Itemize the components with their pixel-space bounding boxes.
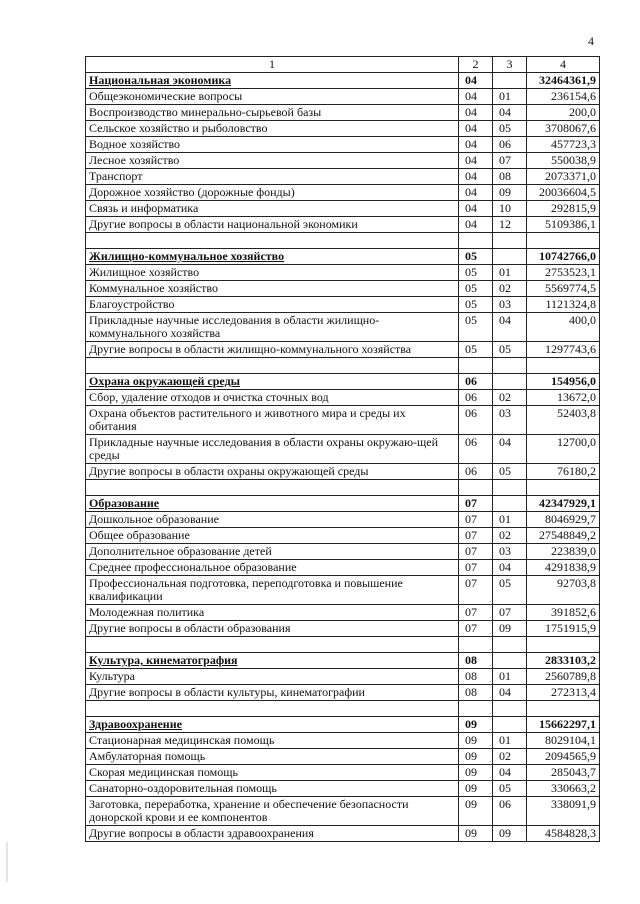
row-amount: 1751915,9 (527, 621, 600, 637)
empty-cell (527, 637, 600, 653)
row-name: Амбулаторная помощь (86, 749, 459, 765)
empty-cell (493, 358, 527, 374)
table-row (86, 749, 600, 765)
spacer-row (86, 701, 600, 717)
row-name: Профессиональная подготовка, переподготовка и повышение квалификации (86, 576, 459, 605)
row-section-code: 09 (459, 781, 493, 797)
section-row (86, 249, 600, 265)
row-subsection-code: 07 (493, 605, 527, 621)
row-name: Дошкольное образование (86, 512, 459, 528)
row-amount: 4291838,9 (527, 560, 600, 576)
row-amount: 400,0 (527, 313, 600, 342)
empty-cell (493, 701, 527, 717)
row-subsection-code: 04 (493, 685, 527, 701)
table-row (86, 217, 600, 233)
row-amount: 457723,3 (527, 137, 600, 153)
row-subsection-code: 07 (493, 153, 527, 169)
row-subsection-code: 04 (493, 560, 527, 576)
row-subsection-code: 09 (493, 185, 527, 201)
empty-cell (459, 480, 493, 496)
empty-cell (493, 480, 527, 496)
row-amount: 223839,0 (527, 544, 600, 560)
row-subsection-code: 05 (493, 121, 527, 137)
row-subsection-code: 01 (493, 669, 527, 685)
row-subsection-code: 01 (493, 512, 527, 528)
row-amount: 292815,9 (527, 201, 600, 217)
table-row (86, 201, 600, 217)
row-name: Другие вопросы в области культуры, кинематографии (86, 685, 459, 701)
row-amount: 391852,6 (527, 605, 600, 621)
row-section-code: 05 (459, 342, 493, 358)
table-row (86, 137, 600, 153)
section-code: 09 (459, 717, 493, 733)
row-amount: 272313,4 (527, 685, 600, 701)
row-subsection-code: 01 (493, 89, 527, 105)
table-row (86, 781, 600, 797)
row-name: Стационарная медицинская помощь (86, 733, 459, 749)
table-row (86, 464, 600, 480)
row-section-code: 05 (459, 265, 493, 281)
row-section-code: 06 (459, 390, 493, 406)
table-row (86, 169, 600, 185)
empty-cell (459, 637, 493, 653)
row-amount: 1297743,6 (527, 342, 600, 358)
row-name: Прикладные научные исследования в области жилищно-коммунального хозяйства (86, 313, 459, 342)
empty-cell (527, 358, 600, 374)
row-section-code: 07 (459, 621, 493, 637)
spacer-row (86, 637, 600, 653)
row-amount: 27548849,2 (527, 528, 600, 544)
row-name: Лесное хозяйство (86, 153, 459, 169)
table-row (86, 105, 600, 121)
table-row (86, 435, 600, 464)
row-name: Сбор, удаление отходов и очистка сточных вод (86, 390, 459, 406)
row-name: Транспорт (86, 169, 459, 185)
row-amount: 4584828,3 (527, 826, 600, 842)
table-row (86, 281, 600, 297)
row-subsection-code: 02 (493, 281, 527, 297)
empty-cell (459, 358, 493, 374)
row-amount: 200,0 (527, 105, 600, 121)
row-subsection-code: 02 (493, 749, 527, 765)
row-name: Другие вопросы в области охраны окружающей среды (86, 464, 459, 480)
row-amount: 330663,2 (527, 781, 600, 797)
row-subsection-code: 10 (493, 201, 527, 217)
row-subsection-code: 02 (493, 528, 527, 544)
table-row (86, 313, 600, 342)
row-name: Жилищное хозяйство (86, 265, 459, 281)
row-subsection-code: 05 (493, 464, 527, 480)
row-section-code: 09 (459, 797, 493, 826)
column-header-name: 1 (86, 57, 459, 73)
empty-cell (493, 496, 527, 512)
page-number: 4 (588, 34, 594, 48)
row-section-code: 04 (459, 153, 493, 169)
section-amount: 10742766,0 (527, 249, 600, 265)
row-section-code: 06 (459, 464, 493, 480)
row-section-code: 08 (459, 685, 493, 701)
row-subsection-code: 04 (493, 765, 527, 781)
table-row (86, 89, 600, 105)
row-subsection-code: 03 (493, 544, 527, 560)
row-section-code: 04 (459, 169, 493, 185)
row-amount: 285043,7 (527, 765, 600, 781)
section-code: 08 (459, 653, 493, 669)
section-row (86, 73, 600, 89)
section-code: 05 (459, 249, 493, 265)
row-section-code: 09 (459, 749, 493, 765)
row-amount: 5109386,1 (527, 217, 600, 233)
table-row (86, 733, 600, 749)
row-amount: 3708067,6 (527, 121, 600, 137)
empty-cell (527, 480, 600, 496)
empty-cell (493, 653, 527, 669)
section-row (86, 496, 600, 512)
row-subsection-code: 01 (493, 265, 527, 281)
row-name: Скорая медицинская помощь (86, 765, 459, 781)
column-header-amount: 4 (527, 57, 600, 73)
section-name: Здравоохранение (86, 717, 459, 733)
section-amount: 2833103,2 (527, 653, 600, 669)
row-name: Водное хозяйство (86, 137, 459, 153)
section-amount: 32464361,9 (527, 73, 600, 89)
spacer-row (86, 233, 600, 249)
row-name: Заготовка, переработка, хранение и обеспечение безопасности донорской крови и ее компонентов (86, 797, 459, 826)
empty-cell (527, 701, 600, 717)
row-name: Прикладные научные исследования в области охраны окружаю-щей среды (86, 435, 459, 464)
row-section-code: 04 (459, 217, 493, 233)
row-section-code: 07 (459, 576, 493, 605)
empty-cell (459, 701, 493, 717)
row-amount: 5569774,5 (527, 281, 600, 297)
empty-cell (459, 233, 493, 249)
row-subsection-code: 05 (493, 576, 527, 605)
row-subsection-code: 03 (493, 406, 527, 435)
table-row (86, 342, 600, 358)
row-subsection-code: 08 (493, 169, 527, 185)
empty-cell (493, 73, 527, 89)
spacer-row (86, 480, 600, 496)
row-name: Благоустройство (86, 297, 459, 313)
row-amount: 20036604,5 (527, 185, 600, 201)
row-name: Общеэкономические вопросы (86, 89, 459, 105)
row-amount: 2073371,0 (527, 169, 600, 185)
row-section-code: 07 (459, 605, 493, 621)
row-amount: 52403,8 (527, 406, 600, 435)
section-code: 06 (459, 374, 493, 390)
row-section-code: 05 (459, 313, 493, 342)
row-section-code: 07 (459, 560, 493, 576)
row-amount: 12700,0 (527, 435, 600, 464)
row-section-code: 04 (459, 121, 493, 137)
row-name: Дорожное хозяйство (дорожные фонды) (86, 185, 459, 201)
row-name: Охрана объектов растительного и животного мира и среды их обитания (86, 406, 459, 435)
row-subsection-code: 04 (493, 105, 527, 121)
table-row (86, 121, 600, 137)
table-row (86, 153, 600, 169)
row-name: Молодежная политика (86, 605, 459, 621)
table-row (86, 390, 600, 406)
section-name: Охрана окружающей среды (86, 374, 459, 390)
row-section-code: 08 (459, 669, 493, 685)
section-row (86, 374, 600, 390)
header-row (86, 57, 600, 73)
table-row (86, 528, 600, 544)
section-code: 07 (459, 496, 493, 512)
column-header-subsection: 3 (493, 57, 527, 73)
empty-cell (493, 637, 527, 653)
row-section-code: 04 (459, 137, 493, 153)
row-subsection-code: 05 (493, 342, 527, 358)
row-amount: 2560789,8 (527, 669, 600, 685)
row-name: Связь и информатика (86, 201, 459, 217)
row-subsection-code: 06 (493, 797, 527, 826)
row-section-code: 06 (459, 435, 493, 464)
table-row (86, 185, 600, 201)
row-subsection-code: 05 (493, 781, 527, 797)
section-name: Образование (86, 496, 459, 512)
row-amount: 338091,9 (527, 797, 600, 826)
table-row (86, 826, 600, 842)
row-subsection-code: 04 (493, 313, 527, 342)
row-amount: 13672,0 (527, 390, 600, 406)
row-section-code: 05 (459, 297, 493, 313)
table-row (86, 669, 600, 685)
row-subsection-code: 06 (493, 137, 527, 153)
row-section-code: 04 (459, 105, 493, 121)
row-amount: 76180,2 (527, 464, 600, 480)
row-section-code: 04 (459, 89, 493, 105)
row-name: Дополнительное образование детей (86, 544, 459, 560)
empty-cell (86, 233, 459, 249)
empty-cell (493, 233, 527, 249)
row-section-code: 07 (459, 528, 493, 544)
section-amount: 42347929,1 (527, 496, 600, 512)
row-name: Сельское хозяйство и рыболовство (86, 121, 459, 137)
table-row (86, 406, 600, 435)
section-row (86, 717, 600, 733)
row-name: Коммунальное хозяйство (86, 281, 459, 297)
row-name: Санаторно-оздоровительная помощь (86, 781, 459, 797)
row-name: Другие вопросы в области жилищно-коммунального хозяйства (86, 342, 459, 358)
budget-table (85, 56, 600, 842)
table-row (86, 685, 600, 701)
row-amount: 550038,9 (527, 153, 600, 169)
row-amount: 2094565,9 (527, 749, 600, 765)
row-subsection-code: 09 (493, 621, 527, 637)
row-section-code: 06 (459, 406, 493, 435)
row-section-code: 04 (459, 201, 493, 217)
empty-cell (527, 233, 600, 249)
section-amount: 154956,0 (527, 374, 600, 390)
empty-cell (86, 637, 459, 653)
row-amount: 92703,8 (527, 576, 600, 605)
row-section-code: 09 (459, 765, 493, 781)
empty-cell (493, 249, 527, 265)
row-subsection-code: 12 (493, 217, 527, 233)
row-amount: 8046929,7 (527, 512, 600, 528)
empty-cell (493, 374, 527, 390)
row-amount: 236154,6 (527, 89, 600, 105)
empty-cell (493, 717, 527, 733)
row-name: Другие вопросы в области здравоохранения (86, 826, 459, 842)
table-row (86, 560, 600, 576)
row-amount: 2753523,1 (527, 265, 600, 281)
row-section-code: 07 (459, 512, 493, 528)
row-subsection-code: 01 (493, 733, 527, 749)
row-name: Другие вопросы в области национальной экономики (86, 217, 459, 233)
section-name: Национальная экономика (86, 73, 459, 89)
section-name: Жилищно-коммунальное хозяйство (86, 249, 459, 265)
section-code: 04 (459, 73, 493, 89)
column-header-section: 2 (459, 57, 493, 73)
empty-cell (86, 701, 459, 717)
spacer-row (86, 358, 600, 374)
row-subsection-code: 02 (493, 390, 527, 406)
row-subsection-code: 04 (493, 435, 527, 464)
row-section-code: 09 (459, 733, 493, 749)
row-name: Культура (86, 669, 459, 685)
row-subsection-code: 09 (493, 826, 527, 842)
table-row (86, 544, 600, 560)
empty-cell (86, 480, 459, 496)
row-subsection-code: 03 (493, 297, 527, 313)
section-name: Культура, кинематография (86, 653, 459, 669)
table-row (86, 297, 600, 313)
row-name: Среднее профессиональное образование (86, 560, 459, 576)
table-row (86, 265, 600, 281)
table-row (86, 797, 600, 826)
row-section-code: 05 (459, 281, 493, 297)
section-amount: 15662297,1 (527, 717, 600, 733)
row-name: Другие вопросы в области образования (86, 621, 459, 637)
section-row (86, 653, 600, 669)
row-name: Воспроизводство минерально-сырьевой базы (86, 105, 459, 121)
budget-table-body (86, 57, 600, 842)
table-row (86, 605, 600, 621)
empty-cell (86, 358, 459, 374)
row-section-code: 04 (459, 185, 493, 201)
row-section-code: 09 (459, 826, 493, 842)
row-name: Общее образование (86, 528, 459, 544)
table-row (86, 621, 600, 637)
table-row (86, 765, 600, 781)
row-amount: 1121324,8 (527, 297, 600, 313)
scan-artifact (6, 842, 8, 882)
row-section-code: 07 (459, 544, 493, 560)
row-amount: 8029104,1 (527, 733, 600, 749)
table-row (86, 512, 600, 528)
table-row (86, 576, 600, 605)
